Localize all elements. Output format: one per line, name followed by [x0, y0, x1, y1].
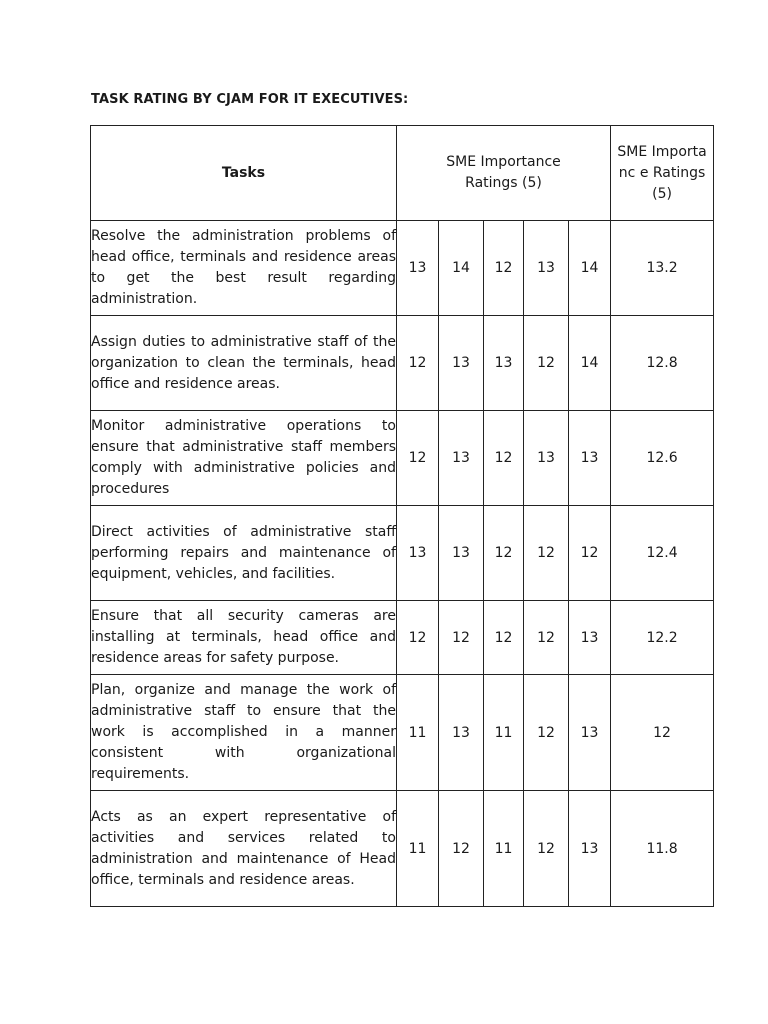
task-description: Assign duties to administrative staff of the organization to clean the terminals, head office and residence areas.	[91, 316, 397, 411]
task-rating-table	[90, 125, 714, 907]
task-description: Monitor administrative operations to ensure that administrative staff members comply with administrative policies and procedures	[91, 411, 397, 506]
rating-cell: 13	[439, 316, 484, 411]
rating-cell: 11	[484, 791, 524, 907]
task-description: Ensure that all security cameras are installing at terminals, head office and residence areas for safety purpose.	[91, 601, 397, 675]
table-row	[91, 316, 714, 411]
rating-cell: 13	[439, 506, 484, 601]
rating-cell: 11	[397, 675, 439, 791]
rating-cell: 12	[397, 601, 439, 675]
average-rating-cell: 12.6	[611, 411, 714, 506]
rating-cell: 12	[439, 791, 484, 907]
table-row	[91, 791, 714, 907]
rating-cell: 13	[524, 221, 569, 316]
rating-cell: 12	[524, 675, 569, 791]
sme-ratings-header-text: SME Importance Ratings (5)	[446, 154, 561, 191]
table-body	[91, 221, 714, 907]
average-rating-cell: 12.4	[611, 506, 714, 601]
document-title: TASK RATING BY CJAM FOR IT EXECUTIVES:	[91, 92, 409, 107]
rating-cell: 13	[569, 601, 611, 675]
rating-cell: 13	[569, 675, 611, 791]
rating-cell: 11	[397, 791, 439, 907]
average-rating-cell: 13.2	[611, 221, 714, 316]
rating-cell: 14	[569, 316, 611, 411]
task-description: Plan, organize and manage the work of administrative staff to ensure that the work is accomplished in a manner consistent with organizational requirements.	[91, 675, 397, 791]
rating-cell: 11	[484, 675, 524, 791]
rating-cell: 13	[484, 316, 524, 411]
table-row	[91, 411, 714, 506]
tasks-header: Tasks	[91, 126, 397, 221]
average-rating-cell: 12	[611, 675, 714, 791]
rating-cell: 12	[439, 601, 484, 675]
rating-cell: 14	[439, 221, 484, 316]
rating-cell: 14	[569, 221, 611, 316]
rating-cell: 12	[524, 316, 569, 411]
average-rating-cell: 11.8	[611, 791, 714, 907]
rating-cell: 12	[484, 601, 524, 675]
average-rating-cell: 12.8	[611, 316, 714, 411]
average-rating-cell: 12.2	[611, 601, 714, 675]
rating-cell: 13	[524, 411, 569, 506]
sme-ratings-header	[397, 126, 611, 221]
table-row	[91, 506, 714, 601]
rating-cell: 13	[439, 675, 484, 791]
rating-cell: 12	[484, 221, 524, 316]
table-row	[91, 221, 714, 316]
rating-cell: 12	[524, 506, 569, 601]
rating-cell: 12	[397, 316, 439, 411]
task-description: Direct activities of administrative staff performing repairs and maintenance of equipment, vehicles, and facilities.	[91, 506, 397, 601]
rating-cell: 13	[569, 791, 611, 907]
rating-cell: 12	[524, 791, 569, 907]
table-row	[91, 601, 714, 675]
rating-cell: 13	[569, 411, 611, 506]
rating-cell: 13	[397, 221, 439, 316]
rating-cell: 12	[524, 601, 569, 675]
sme-average-header	[611, 126, 714, 221]
rating-cell: 12	[569, 506, 611, 601]
header-row	[91, 126, 714, 221]
rating-cell: 13	[397, 506, 439, 601]
rating-cell: 12	[484, 411, 524, 506]
task-description: Resolve the administration problems of head office, terminals and residence areas to get the best result regarding administration.	[91, 221, 397, 316]
sme-average-header-text: SME Importanc e Ratings (5)	[617, 143, 707, 202]
task-description: Acts as an expert representative of activities and services related to administration and maintenance of Head office, terminals and residence areas.	[91, 791, 397, 907]
table-row	[91, 675, 714, 791]
rating-cell: 12	[397, 411, 439, 506]
rating-cell: 13	[439, 411, 484, 506]
rating-cell: 12	[484, 506, 524, 601]
